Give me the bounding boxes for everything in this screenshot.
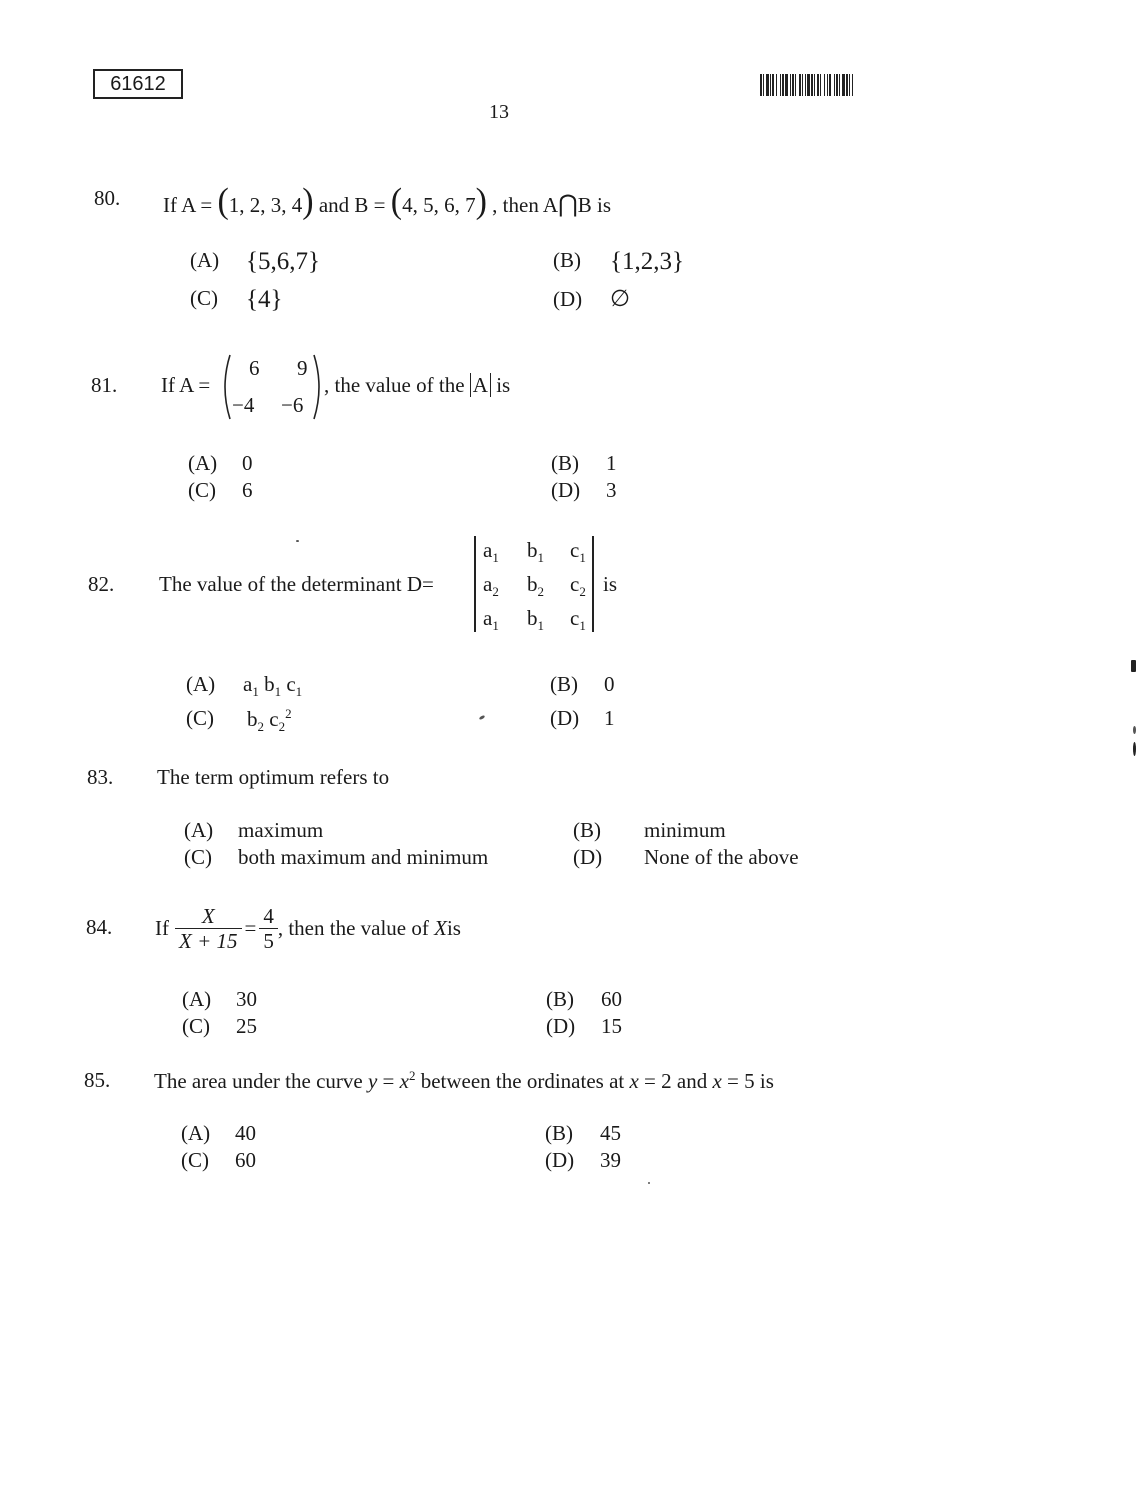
q85-opt-d-label: (D) bbox=[545, 1148, 575, 1172]
q82-opt-c-value bbox=[247, 706, 292, 735]
q84-fraction-right bbox=[259, 904, 278, 953]
q85-eq: = bbox=[377, 1069, 400, 1093]
q85-number: 85. bbox=[84, 1068, 111, 1092]
q85-x: x bbox=[399, 1069, 409, 1093]
q83-opt-b-value: minimum bbox=[644, 818, 726, 842]
q81-opt-c-value: 6 bbox=[242, 478, 253, 502]
q82-det-cell-letter: b bbox=[527, 572, 538, 596]
page-number: 13 bbox=[489, 101, 509, 123]
q80-setB: 4, 5, 6, 7 bbox=[402, 193, 476, 217]
q81-is: is bbox=[496, 373, 511, 397]
q81-if: If A = bbox=[161, 373, 211, 397]
q82-det-cell bbox=[527, 538, 544, 566]
q80-opt-c-value: {4} bbox=[246, 286, 283, 313]
q85-opt-d-value: 39 bbox=[600, 1148, 621, 1172]
q80-intersection: ⋂ bbox=[558, 192, 578, 218]
q80-opt-d-label: (D) bbox=[553, 287, 583, 311]
q82-c-sup: 2 bbox=[285, 706, 292, 721]
q82-det-cell bbox=[483, 538, 499, 566]
q82-det-right-bar bbox=[592, 536, 594, 632]
q82-det-cell-subscript: 1 bbox=[537, 550, 544, 566]
q82-det-cell bbox=[483, 606, 499, 634]
q81-opt-c-label: (C) bbox=[188, 478, 216, 502]
q84-number: 84. bbox=[86, 915, 113, 939]
q85-y: y bbox=[367, 1069, 378, 1093]
q81-tail bbox=[324, 373, 510, 398]
q83-opt-c-value: both maximum and minimum bbox=[238, 845, 489, 869]
q84-opt-b-value: 60 bbox=[601, 987, 622, 1011]
q82-det-cell-letter: a bbox=[483, 572, 493, 596]
q81-m21: −4 bbox=[232, 393, 255, 417]
q80-opt-d-value: ∅ bbox=[610, 286, 631, 311]
q82-is: is bbox=[603, 572, 618, 596]
q84-equals: = bbox=[244, 915, 257, 940]
q83-opt-d-label: (D) bbox=[573, 845, 603, 869]
q81-det-a: A bbox=[470, 373, 491, 397]
q84-frac-den-text: X + 15 bbox=[179, 928, 238, 953]
q82-c-base2: c bbox=[264, 707, 279, 731]
q84-frac2-den: 5 bbox=[263, 928, 274, 953]
q83-text: The term optimum refers to bbox=[157, 765, 390, 789]
q82-det-cell bbox=[483, 572, 499, 600]
q85-opt-c-label: (C) bbox=[181, 1148, 209, 1172]
q82-det-cell-letter: c bbox=[570, 606, 580, 630]
q82-det-cell-subscript: 2 bbox=[492, 584, 499, 600]
q85-opt-b-label: (B) bbox=[545, 1121, 573, 1145]
q82-opt-a-value: $a_1$ $b_1$ $c_1$ bbox=[243, 672, 303, 700]
q82-det-cell-letter: a bbox=[483, 538, 493, 562]
q81-opt-a-label: (A) bbox=[188, 451, 218, 475]
q84-opt-c-label: (C) bbox=[182, 1014, 210, 1038]
q80-opt-a-value: {5,6,7} bbox=[246, 248, 320, 275]
q82-opt-c-label: (C) bbox=[186, 706, 214, 730]
q80-paren-close-b: ) bbox=[475, 182, 487, 221]
q85-x3: x bbox=[712, 1069, 722, 1093]
q83-opt-a-label: (A) bbox=[184, 818, 214, 842]
q85-x2: x bbox=[629, 1069, 639, 1093]
q80-paren-open: ( bbox=[217, 182, 229, 221]
q81-number: 81. bbox=[91, 373, 118, 397]
q82-opt-d-label: (D) bbox=[550, 706, 580, 730]
q83-opt-c-label: (C) bbox=[184, 845, 212, 869]
q83-opt-d-value: None of the above bbox=[644, 845, 799, 869]
q82-det-cell bbox=[527, 606, 544, 634]
q80-opt-c-label: (C) bbox=[190, 286, 218, 310]
q80-stem bbox=[163, 183, 611, 221]
q80-opt-b-value: {1,2,3} bbox=[610, 248, 684, 275]
q82-opt-a-label: (A) bbox=[186, 672, 216, 696]
q84-opt-b-label: (B) bbox=[546, 987, 574, 1011]
barcode bbox=[760, 74, 856, 96]
q81-tail-text: , the value of the bbox=[324, 373, 465, 397]
q82-det-cell-subscript: 1 bbox=[579, 550, 586, 566]
scan-speck bbox=[296, 540, 299, 542]
barcode-bar bbox=[853, 74, 856, 96]
q84-frac-den bbox=[175, 929, 242, 953]
q82-c-sub2: 2 bbox=[278, 719, 286, 735]
q82-opt-d-value: 1 bbox=[604, 706, 615, 730]
q84-frac-num: X bbox=[175, 904, 242, 929]
q82-det-cell-letter: c bbox=[570, 572, 580, 596]
q85-t1: The area under the curve bbox=[154, 1069, 368, 1093]
q84-tail: , then the value of bbox=[277, 915, 429, 940]
q82-det-cell-subscript: 2 bbox=[579, 584, 586, 600]
q81-m11: 6 bbox=[249, 356, 260, 380]
q82-det-cell-letter: b bbox=[527, 606, 538, 630]
q82-det-cell-subscript: 1 bbox=[492, 550, 499, 566]
q80-if: If A = bbox=[163, 193, 218, 217]
q85-sup: 2 bbox=[408, 1068, 416, 1083]
q84-x: X bbox=[434, 915, 447, 940]
q82-det-cell bbox=[570, 606, 586, 634]
q81-m12: 9 bbox=[297, 356, 308, 380]
q84-opt-d-value: 15 bbox=[601, 1014, 622, 1038]
q82-det-cell-subscript: 1 bbox=[537, 618, 544, 634]
q85-opt-c-value: 60 bbox=[235, 1148, 256, 1172]
q84-opt-d-label: (D) bbox=[546, 1014, 576, 1038]
q85-t3: = 2 and bbox=[638, 1069, 713, 1093]
q80-opt-b-label: (B) bbox=[553, 248, 581, 272]
q80-paren-close: ) bbox=[302, 182, 314, 221]
q80-then: , then A bbox=[486, 193, 559, 217]
q84-opt-a-label: (A) bbox=[182, 987, 212, 1011]
q85-t4: = 5 is bbox=[721, 1069, 774, 1093]
q82-det-cell bbox=[527, 572, 544, 600]
q85-opt-a-value: 40 bbox=[235, 1121, 256, 1145]
q85-t2: between the ordinates at bbox=[415, 1069, 630, 1093]
q81-m22: −6 bbox=[281, 393, 304, 417]
q80-and: and B = bbox=[313, 193, 391, 217]
q80-setA: 1, 2, 3, 4 bbox=[228, 193, 303, 217]
q81-opt-d-label: (D) bbox=[551, 478, 581, 502]
paper-code: 61612 bbox=[110, 73, 166, 95]
q80-opt-a-label: (A) bbox=[190, 248, 220, 272]
q82-det-cell-letter: b bbox=[527, 538, 538, 562]
q85-text bbox=[154, 1068, 774, 1094]
q84-is: is bbox=[446, 915, 461, 940]
scan-speck bbox=[479, 715, 486, 721]
q82-det-left-bar bbox=[474, 536, 476, 632]
q83-number: 83. bbox=[87, 765, 114, 789]
q82-det-cell-subscript: 1 bbox=[579, 618, 586, 634]
q82-det-cell bbox=[570, 538, 586, 566]
q84-opt-a-value: 30 bbox=[236, 987, 257, 1011]
scan-speck bbox=[1133, 726, 1136, 734]
q84-if: If bbox=[155, 915, 169, 940]
q82-opt-b-value: 0 bbox=[604, 672, 615, 696]
q82-det-cell-subscript: 2 bbox=[537, 584, 544, 600]
q83-opt-a-value: maximum bbox=[238, 818, 324, 842]
q82-det-cell bbox=[570, 572, 586, 600]
q82-c-sub1: 2 bbox=[257, 719, 264, 735]
paper-code-box bbox=[93, 69, 183, 99]
q84-fraction-left bbox=[175, 904, 242, 953]
q81-opt-b-value: 1 bbox=[606, 451, 617, 475]
q82-text: The value of the determinant D= bbox=[159, 572, 434, 596]
q82-number: 82. bbox=[88, 572, 115, 596]
q81-opt-a-value: 0 bbox=[242, 451, 253, 475]
q84-frac2-num: 4 bbox=[259, 904, 278, 929]
q81-opt-d-value: 3 bbox=[606, 478, 617, 502]
q82-opt-b-label: (B) bbox=[550, 672, 578, 696]
q82-c-base: b bbox=[247, 707, 258, 731]
q83-opt-b-label: (B) bbox=[573, 818, 601, 842]
q82-det-cell-letter: c bbox=[570, 538, 580, 562]
q80-tail: B is bbox=[577, 193, 612, 217]
q80-paren-open-b: ( bbox=[390, 182, 403, 221]
q84-stem bbox=[155, 900, 461, 956]
scan-speck bbox=[1131, 660, 1136, 672]
q81-opt-b-label: (B) bbox=[551, 451, 579, 475]
q85-opt-b-value: 45 bbox=[600, 1121, 621, 1145]
scan-speck bbox=[1133, 742, 1136, 756]
q82-det-cell-subscript: 1 bbox=[492, 618, 499, 634]
q84-opt-c-value: 25 bbox=[236, 1014, 257, 1038]
q82-det-cell-letter: a bbox=[483, 606, 493, 630]
scan-speck bbox=[648, 1182, 650, 1184]
q80-number: 80. bbox=[94, 186, 121, 210]
q85-opt-a-label: (A) bbox=[181, 1121, 211, 1145]
